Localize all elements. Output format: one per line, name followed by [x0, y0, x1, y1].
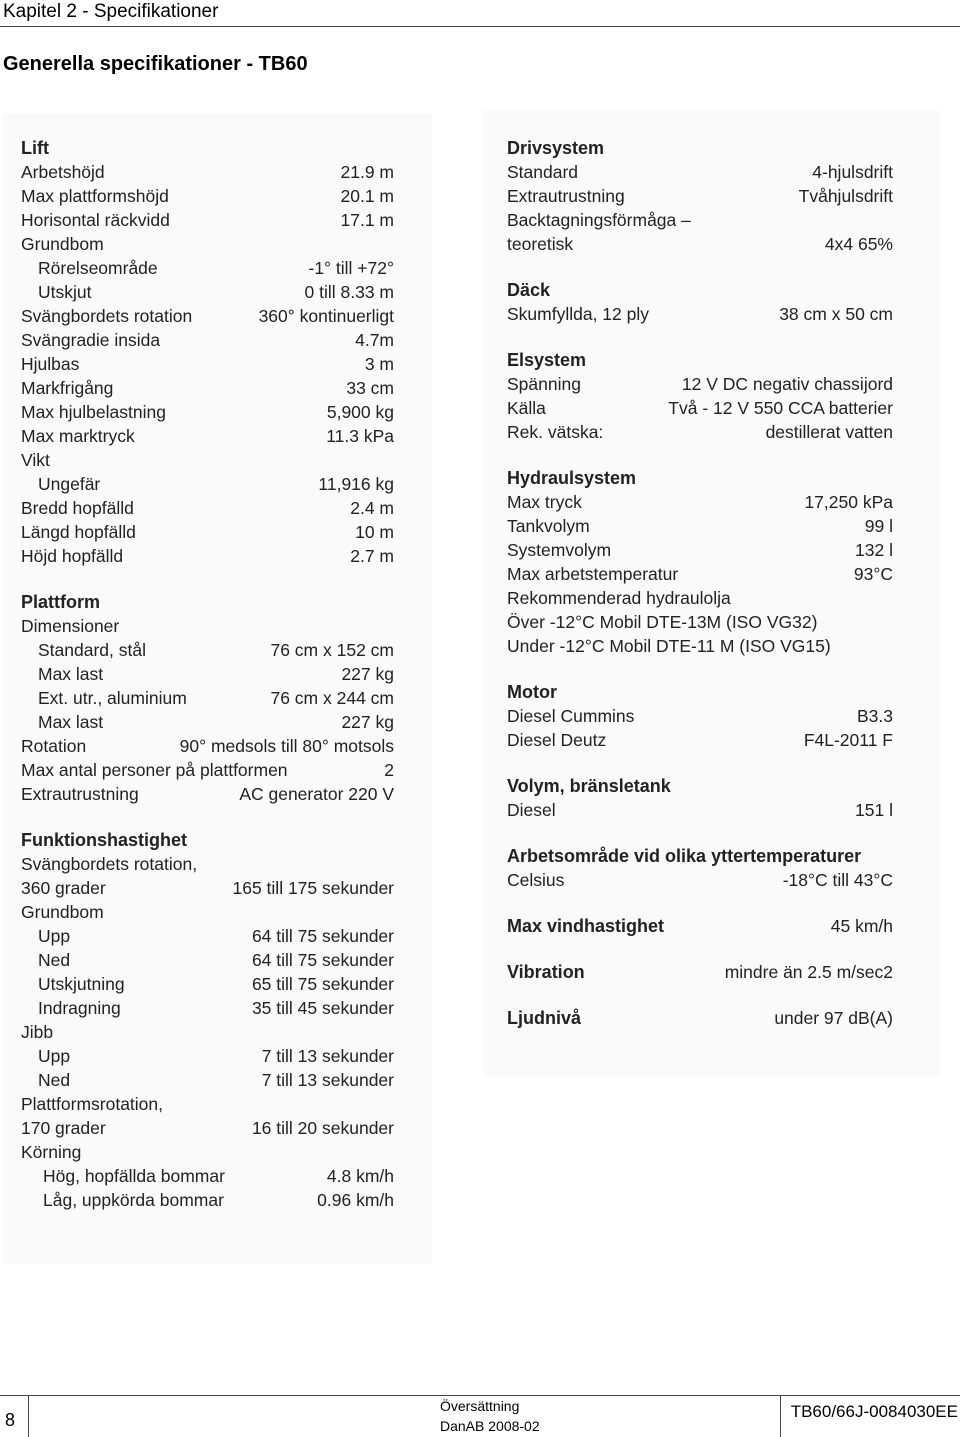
spec-row: [21, 876, 394, 900]
spec-label: Tankvolym: [507, 516, 590, 536]
section-heading: Elsystem: [507, 350, 587, 370]
spec-value: 11.3 kPa: [326, 426, 394, 446]
section-heading: Ljudnivå: [507, 1008, 582, 1028]
spec-row: [21, 304, 394, 328]
spec-row: [507, 914, 893, 938]
spec-row: [21, 782, 394, 806]
spec-value: 2: [384, 760, 394, 780]
spec-value: Två - 12 V 550 CCA batterier: [668, 398, 893, 418]
spec-column-left: [21, 136, 394, 1234]
spec-label: Arbetshöjd: [21, 162, 105, 182]
spec-value: 0 till 8.33 m: [304, 282, 394, 302]
footer-translation: Översättning: [440, 1398, 520, 1414]
spec-value: 76 cm x 244 cm: [270, 688, 394, 708]
spec-row: [21, 184, 394, 208]
document-id: TB60/66J-0084030EE: [790, 1402, 958, 1421]
spec-row: [21, 232, 394, 256]
spec-row: [507, 960, 893, 984]
spec-row: [21, 208, 394, 232]
spec-value: 227 kg: [341, 712, 394, 732]
spec-column-right: [507, 136, 893, 1052]
spec-label: Systemvolym: [507, 540, 612, 560]
spec-value: 12 V DC negativ chassijord: [681, 374, 893, 394]
spec-row: [507, 490, 893, 514]
spec-value: mindre än 2.5 m/sec2: [724, 962, 893, 982]
spec-row: [507, 160, 893, 184]
spec-row: [507, 798, 893, 822]
spec-row: [21, 424, 394, 448]
spec-label: Standard: [507, 162, 579, 182]
section-lift: [21, 136, 394, 568]
spec-row: [21, 686, 394, 710]
spec-label: teoretisk: [507, 234, 574, 254]
spec-label: Dimensioner: [21, 616, 120, 636]
spec-row: [507, 208, 893, 232]
spec-label: Max tryck: [507, 492, 582, 512]
spec-row: [21, 1140, 394, 1164]
spec-value: 7 till 13 sekunder: [261, 1046, 394, 1066]
section-vibration: [507, 960, 893, 984]
spec-label: Max arbetstemperatur: [507, 564, 679, 584]
spec-value: 45 km/h: [830, 916, 893, 936]
section-elsystem: [507, 348, 893, 444]
section-motor: [507, 680, 893, 752]
spec-row: [21, 852, 394, 876]
spec-label: Rekommenderad hydraulolja: [507, 588, 731, 608]
spec-value: destillerat vatten: [765, 422, 893, 442]
spec-value: 5,900 kg: [326, 402, 394, 422]
spec-label: Max antal personer på plattformen: [21, 760, 288, 780]
spec-row: [21, 376, 394, 400]
spec-label: Diesel Deutz: [507, 730, 607, 750]
spec-row: [21, 1020, 394, 1044]
spec-row: [21, 734, 394, 758]
spec-label: Max last: [38, 712, 104, 732]
spec-row: [507, 634, 893, 658]
spec-value: -1° till +72°: [308, 258, 394, 278]
spec-row: [21, 1188, 394, 1212]
spec-value: 64 till 75 sekunder: [251, 926, 394, 946]
spec-label: Låg, uppkörda bommar: [43, 1190, 224, 1210]
spec-label: Bredd hopfälld: [21, 498, 134, 518]
section-hydraulsystem: [507, 466, 893, 658]
section-funktionshastighet: [21, 828, 394, 1212]
spec-row: [21, 352, 394, 376]
spec-label: Max last: [38, 664, 104, 684]
spec-label: Diesel Cummins: [507, 706, 635, 726]
spec-value: 90° medsols till 80° motsols: [179, 736, 394, 756]
spec-row: [21, 972, 394, 996]
page-header: [0, 0, 960, 27]
spec-row: [21, 520, 394, 544]
spec-label: Max plattformshöjd: [21, 186, 169, 206]
spec-label: Källa: [507, 398, 546, 418]
spec-label: Körning: [21, 1142, 82, 1162]
spec-value: 227 kg: [341, 664, 394, 684]
spec-value: under 97 dB(A): [774, 1008, 893, 1028]
spec-label: Utskjut: [38, 282, 92, 302]
spec-row: [507, 868, 893, 892]
spec-row: [21, 1044, 394, 1068]
spec-value: 132 l: [855, 540, 893, 560]
spec-row: [21, 256, 394, 280]
section-dack: [507, 278, 893, 326]
spec-value: 64 till 75 sekunder: [251, 950, 394, 970]
spec-label: Extrautrustning: [507, 186, 625, 206]
section-heading: Däck: [507, 280, 551, 300]
section-heading: Volym, bränsletank: [507, 776, 671, 796]
section-heading: Hydraulsystem: [507, 468, 637, 488]
spec-value: 3 m: [364, 354, 394, 374]
spec-label: Grundbom: [21, 234, 104, 254]
spec-label: Ned: [38, 950, 71, 970]
section-heading: Plattform: [21, 592, 101, 612]
spec-label: Spänning: [507, 374, 581, 394]
spec-label: Svängbordets rotation,: [21, 854, 198, 874]
spec-row: [507, 728, 893, 752]
spec-value: 10 m: [355, 522, 394, 542]
spec-label: Utskjutning: [38, 974, 125, 994]
spec-label: Rotation: [21, 736, 87, 756]
spec-row: [21, 1092, 394, 1116]
spec-value: 16 till 20 sekunder: [251, 1118, 394, 1138]
spec-label: Grundbom: [21, 902, 104, 922]
spec-row: [21, 1116, 394, 1140]
spec-label: Vikt: [21, 450, 50, 470]
spec-row: [507, 704, 893, 728]
spec-value: 2.4 m: [350, 498, 394, 518]
section-arbetsomrade: [507, 844, 893, 892]
spec-label: Max hjulbelastning: [21, 402, 166, 422]
spec-label: Hög, hopfällda bommar: [43, 1166, 225, 1186]
spec-value: 17.1 m: [340, 210, 394, 230]
spec-label: Indragning: [38, 998, 121, 1018]
spec-value: 99 l: [864, 516, 893, 536]
spec-row: [21, 1164, 394, 1188]
spec-label: Skumfyllda, 12 ply: [507, 304, 650, 324]
spec-row: [21, 400, 394, 424]
section-bransletank: [507, 774, 893, 822]
spec-row: [507, 184, 893, 208]
spec-row: [21, 662, 394, 686]
section-vindhastighet: [507, 914, 893, 938]
chapter-title: Kapitel 2 - Specifikationer: [3, 1, 219, 22]
spec-value: 11,916 kg: [318, 474, 394, 494]
spec-row: [21, 710, 394, 734]
section-drivsystem: [507, 136, 893, 256]
spec-value: F4L-2011 F: [803, 730, 893, 750]
spec-row: [21, 160, 394, 184]
section-plattform: [21, 590, 394, 806]
spec-value: 0.96 km/h: [317, 1190, 394, 1210]
spec-row: [507, 538, 893, 562]
footer-divider: [780, 1396, 781, 1437]
spec-row: [507, 232, 893, 256]
spec-label: Max marktryck: [21, 426, 135, 446]
section-heading: Lift: [21, 138, 49, 158]
spec-value: AC generator 220 V: [239, 784, 394, 804]
spec-label: Rek. vätska:: [507, 422, 604, 442]
spec-row: [21, 948, 394, 972]
spec-row: [21, 472, 394, 496]
spec-value: 17,250 kPa: [804, 492, 893, 512]
spec-value: 2.7 m: [350, 546, 394, 566]
spec-value: 4-hjulsdrift: [812, 162, 893, 182]
section-heading: Drivsystem: [507, 138, 605, 158]
spec-label: Ungefär: [38, 474, 101, 494]
section-heading: Motor: [507, 682, 557, 702]
spec-label: Över -12°C Mobil DTE-13M (ISO VG32): [507, 612, 818, 632]
spec-label: 360 grader: [21, 878, 106, 898]
spec-label: Extrautrustning: [21, 784, 139, 804]
spec-label: Plattformsrotation,: [21, 1094, 163, 1114]
spec-label: Celsius: [507, 870, 565, 890]
spec-row: [507, 396, 893, 420]
spec-row: [21, 280, 394, 304]
spec-label: Höjd hopfälld: [21, 546, 124, 566]
spec-label: Upp: [38, 926, 71, 946]
spec-label: Rörelseområde: [38, 258, 158, 278]
section-heading: Vibration: [507, 962, 585, 982]
spec-row: [507, 302, 893, 326]
section-heading: Max vindhastighet: [507, 916, 665, 936]
spec-row: [21, 544, 394, 568]
spec-value: 38 cm x 50 cm: [779, 304, 893, 324]
spec-row: [507, 1006, 893, 1030]
spec-label: Backtagningsförmåga –: [507, 210, 691, 230]
spec-value: 20.1 m: [340, 186, 394, 206]
spec-label: Upp: [38, 1046, 71, 1066]
spec-row: [21, 1068, 394, 1092]
spec-row: [21, 900, 394, 924]
spec-label: Diesel: [507, 800, 556, 820]
spec-row: [21, 996, 394, 1020]
spec-value: B3.3: [857, 706, 893, 726]
spec-value: Tvåhjulsdrift: [798, 186, 893, 206]
page-footer: [0, 1395, 960, 1437]
spec-row: [21, 328, 394, 352]
spec-value: 93°C: [853, 564, 893, 584]
spec-value: 35 till 45 sekunder: [251, 998, 394, 1018]
spec-label: Horisontal räckvidd: [21, 210, 170, 230]
section-heading: Arbetsområde vid olika yttertemperaturer: [507, 846, 862, 866]
page-title: Generella specifikationer - TB60: [3, 53, 308, 75]
spec-value: 76 cm x 152 cm: [270, 640, 394, 660]
spec-row: [21, 924, 394, 948]
spec-value: 65 till 75 sekunder: [251, 974, 394, 994]
spec-row: [21, 758, 394, 782]
spec-value: 360° kontinuerligt: [258, 306, 394, 326]
spec-value: 21.9 m: [340, 162, 394, 182]
spec-label: Ext. utr., aluminium: [38, 688, 187, 708]
spec-value: -18°C till 43°C: [782, 870, 893, 890]
spec-value: 33 cm: [346, 378, 394, 398]
section-heading: Funktionshastighet: [21, 830, 187, 850]
spec-row: [507, 372, 893, 396]
spec-value: 7 till 13 sekunder: [261, 1070, 394, 1090]
spec-row: [21, 614, 394, 638]
spec-label: Hjulbas: [21, 354, 80, 374]
spec-label: 170 grader: [21, 1118, 106, 1138]
spec-row: [507, 586, 893, 610]
spec-row: [21, 496, 394, 520]
spec-label: Markfrigång: [21, 378, 114, 398]
footer-divider: [28, 1396, 29, 1437]
spec-row: [507, 514, 893, 538]
spec-label: Ned: [38, 1070, 71, 1090]
spec-row: [507, 610, 893, 634]
spec-label: Längd hopfälld: [21, 522, 136, 542]
spec-row: [507, 562, 893, 586]
spec-value: 4.8 km/h: [326, 1166, 394, 1186]
spec-label: Svängbordets rotation: [21, 306, 193, 326]
footer-translator: DanAB 2008-02: [440, 1418, 540, 1434]
section-ljudniva: [507, 1006, 893, 1030]
spec-value: 4x4 65%: [824, 234, 893, 254]
spec-label: Jibb: [21, 1022, 54, 1042]
spec-value: 151 l: [855, 800, 893, 820]
spec-label: Under -12°C Mobil DTE-11 M (ISO VG15): [507, 636, 831, 656]
spec-value: 165 till 175 sekunder: [232, 878, 394, 898]
spec-label: Svängradie insida: [21, 330, 161, 350]
spec-value: 4.7m: [355, 330, 394, 350]
spec-row: [21, 448, 394, 472]
spec-row: [21, 638, 394, 662]
page-number: 8: [5, 1410, 16, 1430]
spec-label: Standard, stål: [38, 640, 146, 660]
spec-row: [507, 420, 893, 444]
